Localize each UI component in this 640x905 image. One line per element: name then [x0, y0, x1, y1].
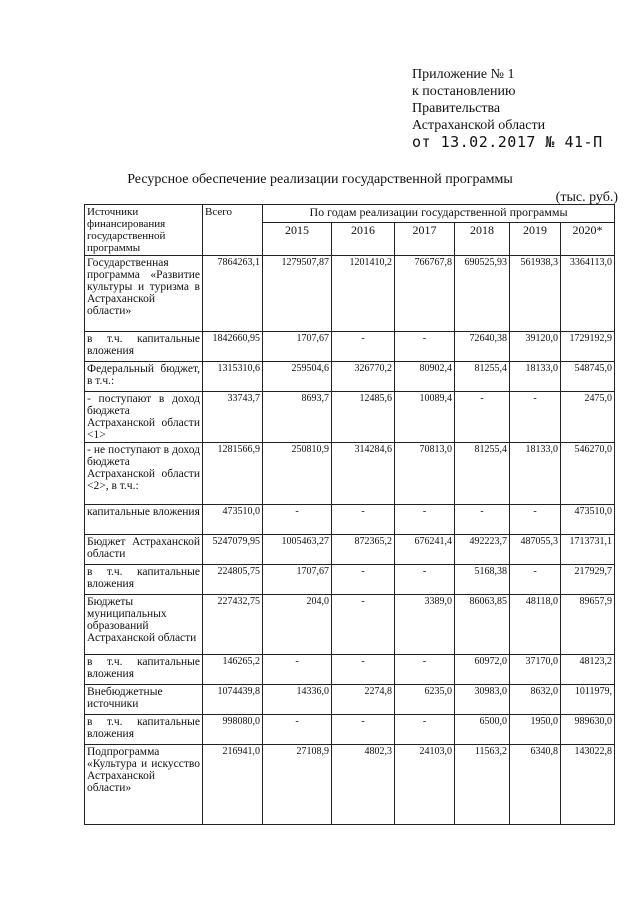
- cell-year-value: 872365,2: [332, 535, 395, 565]
- cell-year-value: 89657,9: [561, 595, 615, 655]
- cell-year-value: -: [332, 565, 395, 595]
- table-header-row: [85, 205, 615, 223]
- cell-year-value: 1729192,9: [561, 332, 615, 362]
- table-row: [85, 655, 615, 685]
- cell-total: 5247079,95: [203, 535, 263, 565]
- cell-year-value: 561938,3: [510, 256, 561, 332]
- table-row: [85, 745, 615, 825]
- table-row: [85, 332, 615, 362]
- cell-year-value: 80902,4: [395, 362, 455, 392]
- table-row: [85, 715, 615, 745]
- appendix-line-government: Правительства: [412, 101, 501, 116]
- cell-total: 224805,75: [203, 565, 263, 595]
- cell-year-value: -: [395, 565, 455, 595]
- cell-year-value: 86063,85: [455, 595, 510, 655]
- cell-year-value: 37170,0: [510, 655, 561, 685]
- cell-year-value: -: [332, 332, 395, 362]
- cell-year-value: 259504,6: [263, 362, 332, 392]
- cell-year-value: -: [263, 505, 332, 535]
- cell-year-value: 548745,0: [561, 362, 615, 392]
- cell-total: 1074439,8: [203, 685, 263, 715]
- cell-year-value: 11563,2: [455, 745, 510, 825]
- cell-total: 227432,75: [203, 595, 263, 655]
- cell-year-value: 70813,0: [395, 443, 455, 505]
- row-label: в т.ч. капитальные вложения: [85, 655, 203, 685]
- cell-year-value: 12485,6: [332, 392, 395, 443]
- cell-year-value: 766767,8: [395, 256, 455, 332]
- row-label: Бюджеты муниципальных образований Астраханской области: [85, 595, 203, 655]
- cell-total: 1315310,6: [203, 362, 263, 392]
- cell-year-value: 27108,9: [263, 745, 332, 825]
- header-source: Источники финансирования государственной программы: [85, 205, 203, 256]
- cell-year-value: -: [263, 715, 332, 745]
- cell-year-value: 48118,0: [510, 595, 561, 655]
- cell-year-value: 72640,38: [455, 332, 510, 362]
- cell-year-value: 1005463,27: [263, 535, 332, 565]
- units-label: (тыс. руб.): [555, 190, 618, 205]
- cell-year-value: 18133,0: [510, 362, 561, 392]
- cell-year-value: 81255,4: [455, 443, 510, 505]
- cell-year-value: -: [263, 655, 332, 685]
- table-row: [85, 392, 615, 443]
- header-total: Всего: [203, 205, 263, 256]
- cell-year-value: -: [332, 505, 395, 535]
- table-row: [85, 685, 615, 715]
- row-label: Внебюджетные источники: [85, 685, 203, 715]
- appendix-date-number: от 13.02.2017 № 41-П: [412, 133, 603, 151]
- cell-year-value: 1707,67: [263, 332, 332, 362]
- cell-year-value: 24103,0: [395, 745, 455, 825]
- cell-year-value: 989630,0: [561, 715, 615, 745]
- cell-year-value: -: [455, 392, 510, 443]
- table-row: [85, 595, 615, 655]
- cell-year-value: 143022,8: [561, 745, 615, 825]
- cell-year-value: 48123,2: [561, 655, 615, 685]
- header-year: 2018: [455, 223, 510, 256]
- cell-year-value: 217929,7: [561, 565, 615, 595]
- resource-table: [84, 204, 615, 825]
- cell-year-value: 676241,4: [395, 535, 455, 565]
- appendix-block: [412, 66, 632, 151]
- header-year: 2020*: [561, 223, 615, 256]
- row-label: в т.ч. капитальные вложения: [85, 715, 203, 745]
- cell-year-value: -: [332, 595, 395, 655]
- cell-year-value: 1279507,87: [263, 256, 332, 332]
- header-year: 2019: [510, 223, 561, 256]
- table-row: [85, 535, 615, 565]
- cell-year-value: 487055,3: [510, 535, 561, 565]
- row-label: Государственная программа «Развитие культуры и туризма в Астраханской области»: [85, 256, 203, 332]
- cell-year-value: 1950,0: [510, 715, 561, 745]
- appendix-line-region: Астраханской области: [412, 118, 546, 133]
- header-year: 2017: [395, 223, 455, 256]
- cell-year-value: 3389,0: [395, 595, 455, 655]
- table-row: [85, 565, 615, 595]
- table-body: [85, 256, 615, 825]
- cell-year-value: 1201410,2: [332, 256, 395, 332]
- cell-total: 146265,2: [203, 655, 263, 685]
- cell-total: 473510,0: [203, 505, 263, 535]
- cell-year-value: 473510,0: [561, 505, 615, 535]
- cell-year-value: 1713731,1: [561, 535, 615, 565]
- cell-year-value: -: [510, 392, 561, 443]
- cell-year-value: 3364113,0: [561, 256, 615, 332]
- cell-year-value: 314284,6: [332, 443, 395, 505]
- header-by-years: По годам реализации государственной программы: [263, 205, 615, 223]
- cell-year-value: 5168,38: [455, 565, 510, 595]
- table-row: [85, 443, 615, 505]
- table-row: [85, 362, 615, 392]
- table-row: [85, 256, 615, 332]
- cell-year-value: 6340,8: [510, 745, 561, 825]
- cell-year-value: 492223,7: [455, 535, 510, 565]
- cell-year-value: 546270,0: [561, 443, 615, 505]
- cell-year-value: 1707,67: [263, 565, 332, 595]
- cell-year-value: 4802,3: [332, 745, 395, 825]
- cell-year-value: 14336,0: [263, 685, 332, 715]
- cell-year-value: 204,0: [263, 595, 332, 655]
- cell-year-value: 81255,4: [455, 362, 510, 392]
- appendix-title: Приложение № 1: [412, 67, 515, 82]
- cell-year-value: 2475,0: [561, 392, 615, 443]
- row-label: - не поступают в доход бюджета Астраханской области <2>, в т.ч.:: [85, 443, 203, 505]
- header-year: 2016: [332, 223, 395, 256]
- cell-year-value: -: [455, 505, 510, 535]
- row-label: в т.ч. капитальные вложения: [85, 565, 203, 595]
- cell-total: 998080,0: [203, 715, 263, 745]
- cell-year-value: 39120,0: [510, 332, 561, 362]
- header-year: 2015: [263, 223, 332, 256]
- cell-total: 7864263,1: [203, 256, 263, 332]
- cell-year-value: 8632,0: [510, 685, 561, 715]
- cell-year-value: -: [395, 655, 455, 685]
- cell-year-value: 60972,0: [455, 655, 510, 685]
- cell-year-value: 6235,0: [395, 685, 455, 715]
- cell-year-value: 1011979,: [561, 685, 615, 715]
- row-label: в т.ч. капитальные вложения: [85, 332, 203, 362]
- cell-year-value: -: [395, 505, 455, 535]
- cell-year-value: -: [510, 505, 561, 535]
- row-label: Подпрограмма «Культура и искусство Астраханской области»: [85, 745, 203, 825]
- cell-year-value: 2274,8: [332, 685, 395, 715]
- cell-total: 1842660,95: [203, 332, 263, 362]
- row-label: Бюджет Астраханской области: [85, 535, 203, 565]
- appendix-line-to-resolution: к постановлению: [412, 84, 516, 99]
- row-label: - поступают в доход бюджета Астраханской области <1>: [85, 392, 203, 443]
- cell-year-value: 6500,0: [455, 715, 510, 745]
- cell-year-value: 690525,93: [455, 256, 510, 332]
- cell-year-value: 10089,4: [395, 392, 455, 443]
- cell-total: 216941,0: [203, 745, 263, 825]
- cell-year-value: 8693,7: [263, 392, 332, 443]
- table-row: [85, 505, 615, 535]
- cell-year-value: 250810,9: [263, 443, 332, 505]
- row-label: капитальные вложения: [85, 505, 203, 535]
- cell-year-value: -: [510, 565, 561, 595]
- cell-year-value: 18133,0: [510, 443, 561, 505]
- cell-year-value: -: [332, 655, 395, 685]
- row-label: Федеральный бюджет, в т.ч.:: [85, 362, 203, 392]
- cell-year-value: -: [395, 715, 455, 745]
- cell-total: 33743,7: [203, 392, 263, 443]
- cell-total: 1281566,9: [203, 443, 263, 505]
- cell-year-value: -: [332, 715, 395, 745]
- cell-year-value: 326770,2: [332, 362, 395, 392]
- cell-year-value: 30983,0: [455, 685, 510, 715]
- cell-year-value: -: [395, 332, 455, 362]
- page-title: Ресурсное обеспечение реализации государственной программы: [127, 172, 513, 187]
